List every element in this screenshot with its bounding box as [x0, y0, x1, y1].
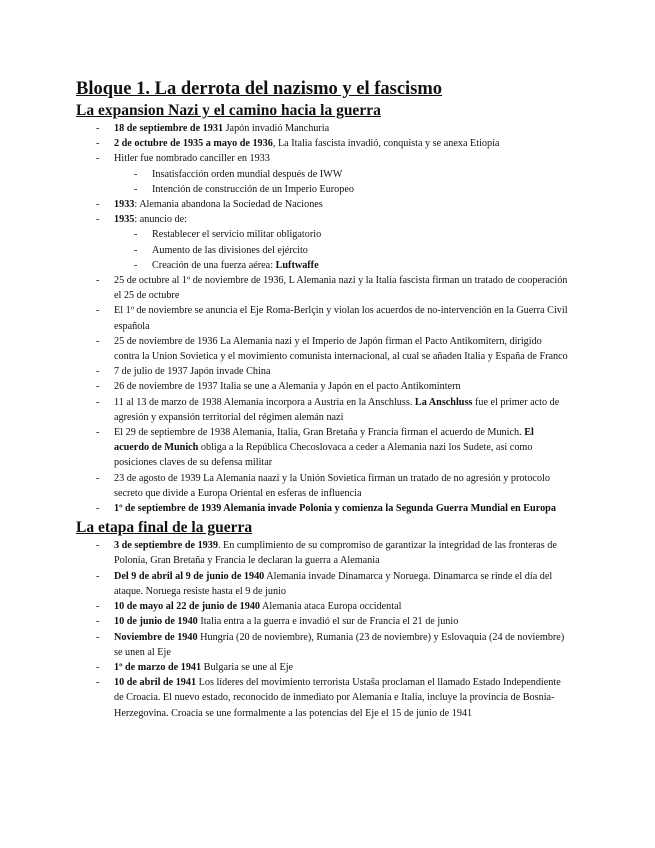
- list-item: - 26 de noviembre de 1937 Italia se une a Alemania y Japón en el pacto Antikomintern: [76, 379, 568, 394]
- section-heading-final-stage: La etapa final de la guerra: [76, 519, 253, 537]
- list-item: - 25 de noviembre de 1936 La Alemania nazi y el Imperio de Japón firman el Pacto Antikomitern, dirigido contra la Union Sovietica y el movimiento comunista internacional, al cual se añaden Italia y España de Franco: [76, 334, 568, 364]
- list-item: - 1º de marzo de 1941 Bulgaria se une al Eje: [76, 660, 568, 675]
- list-item: - 7 de julio de 1937 Japón invade China: [76, 364, 568, 379]
- list-item: - 2 de octubre de 1935 a mayo de 1936, La Italia fascista invadió, conquista y se anexa Etiopía: [76, 136, 568, 151]
- sub-list: [114, 167, 568, 197]
- list-item: - 1935: anuncio de: - Restablecer el servicio militar obligatorio - Aumento de las divisiones del ejército - Creación de una fuerza aérea: Luftwaffe: [76, 212, 568, 273]
- list-item: - 11 al 13 de marzo de 1938 Alemania incorpora a Austria en la Anschluss. La Anschluss fue el primer acto de agresión y expansión territorial del régimen alemán nazi: [76, 395, 568, 425]
- list-item: - 10 de junio de 1940 Italia entra a la guerra e invadió el sur de Francia el 21 de junio: [76, 614, 568, 629]
- list-item: - 3 de septiembre de 1939. En cumplimiento de su compromiso de garantizar la integridad de las fronteras de Polonia, Gran Bretaña y Francia le declaran la guerra a Alemania: [76, 538, 568, 568]
- list-item: - 23 de agosto de 1939 La Alemania naazi y la Unión Sovietica firman un tratado de no agresión y protocolo secreto que divide a Europa Oriental en esferas de influencia: [76, 471, 568, 501]
- list-item: - 18 de septiembre de 1931 Japón invadió Manchuria: [76, 121, 568, 136]
- list-item: - El 29 de septiembre de 1938 Alemania, Italia, Gran Bretaña y Francia firman el acuerdo de Munich. El acuerdo de Munich obliga a la República Checoslovaca a ceder a Alemania nazi los Sudete, asi como posiciones claves de su defensa militar: [76, 425, 568, 471]
- sub-list-item: - Creación de una fuerza aérea: Luftwaffe: [114, 258, 568, 273]
- list-item: - 25 de octubre al 1º de noviembre de 1936, L Alemania nazi y la Italia fascista firman un tratado de cooperación el 25 de octubre: [76, 273, 568, 303]
- section-heading-expansion: La expansion Nazi y el camino hacia la guerra: [76, 102, 381, 119]
- list-item: - 10 de abril de 1941 Los líderes del movimiento terrorista Ustaša proclaman el llamado Estado Independiente de Croacia. El nuevo estado, reconocido de inmediato por Alemania e Italia, incluye la provincia de Bosnia-Herzegovina. Croacia se une formalmente a las potencias del Eje el 15 de junio de 1941: [76, 675, 568, 721]
- list-item: - 10 de mayo al 22 de junio de 1940 Alemania ataca Europa occidental: [76, 599, 568, 614]
- sub-list-item: - Insatisfacción orden mundial después de IWW: [114, 167, 568, 182]
- list-item: - 1º de septiembre de 1939 Alemania invade Polonia y comienza la Segunda Guerra Mundial en Europa: [76, 501, 568, 516]
- sub-list-item: - Aumento de las divisiones del ejército: [114, 243, 568, 258]
- sub-list-item: - Intención de construcción de un Imperio Europeo: [114, 182, 568, 197]
- list-item: - Del 9 de abril al 9 de junio de 1940 Alemania invade Dinamarca y Noruega. Dinamarca se rinde el día del ataque. Noruega resiste hasta el 9 de junio: [76, 569, 568, 599]
- document-page: [76, 78, 568, 723]
- list-item: - 1933: Alemania abandona la Sociedad de Naciones: [76, 197, 568, 212]
- document-title: Bloque 1. La derrota del nazismo y el fascismo: [76, 79, 443, 99]
- section-list-final-stage: [76, 538, 568, 720]
- list-item: - Hitler fue nombrado canciller en 1933 - Insatisfacción orden mundial después de IWW - Intención de construcción de un Imperio Europeo: [76, 151, 568, 197]
- list-item: - El 1º de noviembre se anuncia el Eje Roma-Berlçin y violan los acuerdos de no-intervención en la Guerra Civil española: [76, 303, 568, 333]
- sub-list-item: - Restablecer el servicio militar obligatorio: [114, 227, 568, 242]
- list-item: - Noviembre de 1940 Hungría (20 de noviembre), Rumania (23 de noviembre) y Eslovaquia (24 de noviembre) se unen al Eje: [76, 630, 568, 660]
- section-list-expansion: [76, 121, 568, 516]
- sub-list: [114, 227, 568, 273]
